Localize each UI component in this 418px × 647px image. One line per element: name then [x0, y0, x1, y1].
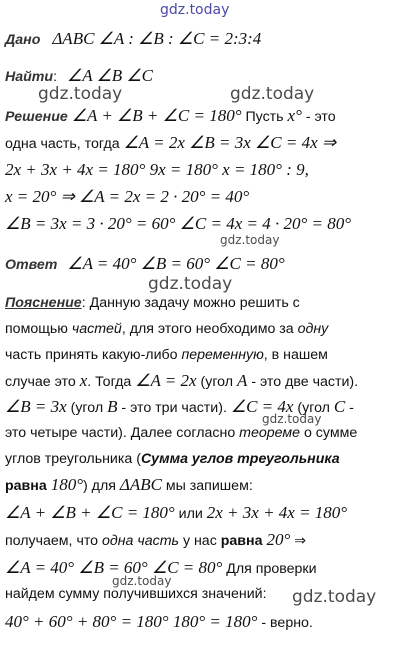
watermark: gdz.today — [38, 84, 123, 104]
explanation-line-4 — [5, 371, 358, 392]
text: получаем, что — [5, 533, 103, 549]
solution-line-5 — [5, 214, 351, 235]
text: мы запишем: — [161, 478, 253, 494]
text: ) для — [83, 478, 120, 494]
math-inline: 20° — [266, 530, 291, 549]
emph-parts: частей — [71, 321, 122, 337]
solution-var-1: x° — [287, 106, 302, 125]
math-triangle: ΔABC — [119, 475, 162, 494]
emph-variable: переменную — [181, 347, 264, 363]
text: о сумме — [300, 425, 358, 441]
find-line: Найти: ∠A ∠B ∠C — [5, 66, 154, 85]
watermark: gdz.today — [220, 233, 280, 247]
emph-one: одну — [297, 321, 329, 337]
watermark-top: gdz.today — [160, 2, 230, 18]
watermark: gdz.today — [112, 574, 172, 588]
text: (угол — [66, 400, 108, 416]
text: (угол — [293, 400, 334, 416]
math-letter: C — [333, 397, 346, 416]
solution-text-2: одна часть, тогда — [5, 136, 120, 152]
text: - это три части). — [117, 400, 231, 416]
solution-math-3: 2x + 3x + 4x = 180° 9x = 180° x = 180° : 9, — [5, 160, 309, 179]
text: - это две части). — [247, 374, 359, 390]
given-label: Дано — [5, 32, 41, 48]
given-math: ΔABC ∠A : ∠B : ∠C = 2:3:4 — [52, 29, 262, 48]
math-inline: ∠A = 40° ∠B = 60° ∠C = 80° — [5, 558, 223, 577]
explanation-line-7 — [5, 449, 340, 469]
math-inline: 40° + 60° + 80° = 180° 180° = 180° — [5, 612, 258, 631]
math-var: x — [79, 371, 88, 390]
text: это четыре части). Далее согласно — [5, 425, 240, 441]
solution-line-2 — [5, 133, 336, 154]
answer-line — [5, 254, 285, 275]
text: , для этого необходимо за — [121, 321, 298, 337]
solution-math-5: ∠B = 3x = 3 · 20° = 60° ∠C = 4x = 4 · 20° = 80° — [5, 214, 352, 233]
watermark: gdz.today — [262, 412, 322, 426]
text: . Тогда — [87, 374, 136, 390]
emph-theorem-name: Сумма углов треугольника — [140, 451, 340, 467]
find-math: ∠A ∠B ∠C — [67, 66, 154, 85]
watermark: gdz.today — [230, 84, 315, 104]
text: - — [345, 400, 354, 416]
explanation-line-3 — [5, 345, 328, 365]
emph-one-part: одна часть — [102, 533, 179, 549]
explanation-line-10 — [5, 530, 306, 551]
answer-label: Ответ — [5, 257, 58, 273]
solution-label: Решение — [5, 109, 68, 125]
watermark: gdz.today — [292, 587, 377, 607]
explanation-line-13 — [5, 612, 313, 633]
solution-line-4 — [5, 187, 249, 208]
explanation-line-8 — [5, 475, 253, 496]
text: или — [174, 506, 207, 522]
text-bold: равна — [5, 478, 51, 494]
math-letter: A — [236, 371, 248, 390]
math-inline: 2x + 3x + 4x = 180° — [206, 503, 348, 522]
explanation-line-1 — [5, 293, 300, 313]
math-inline: ∠A = 2x — [135, 371, 197, 390]
text: найдем сумму получившихся значений: — [5, 586, 267, 602]
solution-math-1: ∠A + ∠B + ∠C = 180° — [71, 106, 242, 125]
explanation-label: Пояснение — [5, 295, 82, 311]
answer-math: ∠A = 40° ∠B = 60° ∠C = 80° — [67, 254, 285, 273]
text: у нас — [179, 533, 221, 549]
math-letter: B — [107, 397, 118, 416]
text: - верно. — [257, 615, 313, 631]
math-inline: 180° — [50, 475, 83, 494]
find-label: Найти — [5, 69, 54, 85]
solution-tail-1: - это — [305, 109, 336, 125]
explanation-line-2 — [5, 319, 328, 339]
given-line — [5, 29, 261, 50]
explanation-line-12 — [5, 584, 267, 604]
text: углов треугольника ( — [5, 451, 141, 467]
math-inline: ∠B = 3x — [5, 397, 67, 416]
math-inline: ∠C = 4x — [230, 397, 294, 416]
text: часть принять какую-либо — [5, 347, 182, 363]
explanation-line-11 — [5, 558, 317, 579]
explanation-text-1: : Данную задачу можно решить с — [81, 295, 300, 311]
text: ⇒ — [290, 533, 307, 549]
text: помощью — [5, 321, 72, 337]
solution-math-4: x = 20° ⇒ ∠A = 2x = 2 · 20° = 40° — [5, 187, 250, 206]
text: (угол — [196, 374, 237, 390]
math-inline: ∠A + ∠B + ∠C = 180° — [5, 503, 175, 522]
solution-line-3 — [5, 160, 309, 181]
explanation-line-5 — [5, 397, 354, 418]
text: , в нашем — [263, 347, 328, 363]
solution-math-2: ∠A = 2x ∠B = 3x ∠C = 4x ⇒ — [123, 133, 337, 152]
watermark: gdz.today — [148, 274, 233, 294]
text: случае это — [5, 374, 80, 390]
solution-line-1 — [5, 106, 336, 127]
solution-text-1: Пусть — [245, 109, 284, 125]
text-bold: равна — [220, 533, 267, 549]
explanation-line-6 — [5, 423, 357, 443]
text: Для проверки — [222, 561, 317, 577]
explanation-line-9 — [5, 503, 347, 524]
emph-theorem: теореме — [239, 425, 301, 441]
